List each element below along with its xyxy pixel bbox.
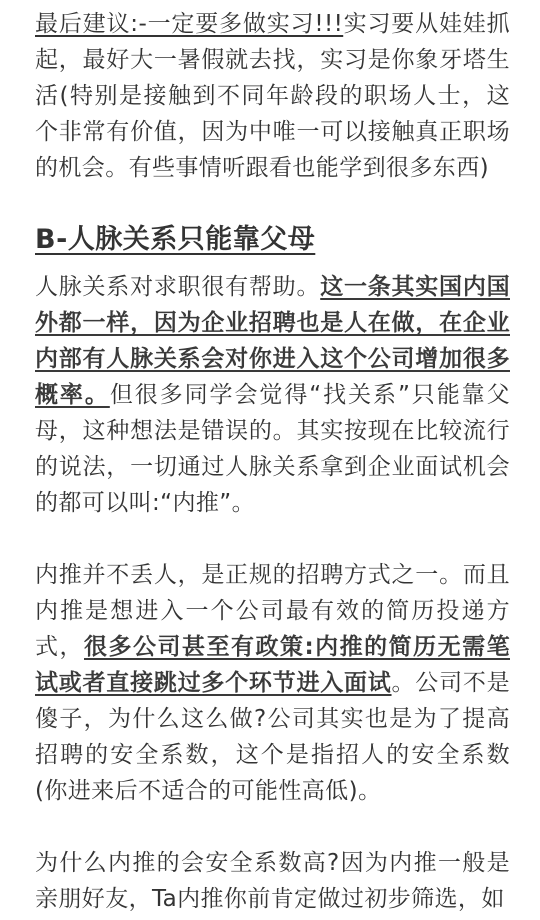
emphasized-underlined-text: 这一条其实国内国外都一样，因为企业招聘也是人在做，在企业内部有人脉关系会对你进入这个公司增加很多概率。 (35, 274, 510, 408)
paragraph-referral (35, 557, 510, 809)
paragraph-text-start: 内推并不丢人，是正规的招聘方式之一。而且内推是想进入一个公司最有效的简历投递方式， (35, 562, 510, 660)
paragraph-internship-advice (35, 6, 510, 186)
paragraph-text: 为什么内推的会安全系数高?因为内推一般是亲朋好友，Ta内推你前肯定做过初步筛选，如 (35, 850, 510, 912)
emphasized-underlined-text: 很多公司甚至有政策:内推的简历无需笔试或者直接跳过多个环节进入面试 (35, 634, 510, 696)
paragraph-connections (35, 269, 510, 521)
paragraph-text-end: 。公司不是傻子，为什么这么做?公司其实也是为了提高招聘的安全系数，这个是指招人的安全系数(你进来后不适合的可能性高低)。 (35, 670, 511, 804)
paragraph-text-end: 但很多同学会觉得“找关系”只能靠父母，这种想法是错误的。其实按现在比较流行的说法，一切通过人脉关系拿到企业面试机会的都可以叫:“内推”。 (35, 382, 510, 516)
underlined-lead-text: 最后建议:-一定要多做实习!!! (35, 11, 344, 37)
paragraph-referral-safety (35, 845, 510, 917)
section-heading: B-人脉关系只能靠父母 (35, 224, 316, 255)
paragraph-text: 实习要从娃娃抓起，最好大一暑假就去找，实习是你象牙塔生活(特别是接触到不同年龄段的职场人士，这个非常有价值，因为中唯一可以接触真正职场的机会。有些事情听跟看也能学到很多东西) (35, 11, 510, 181)
paragraph-text-start: 人脉关系对求职很有帮助。 (35, 274, 321, 300)
